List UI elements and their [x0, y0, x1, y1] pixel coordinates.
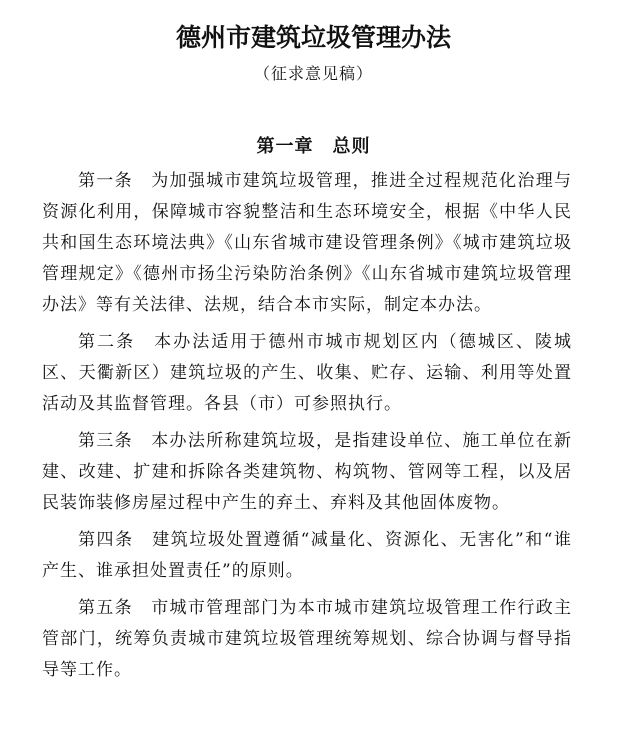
- article-5: 第五条 市城市管理部门为本市城市建筑垃圾管理工作行政主管部门，统筹负责城市建筑垃圾管理统筹规划、综合协调与督导指导等工作。: [42, 598, 572, 680]
- article-2: 第二条 本办法适用于德州市城市规划区内（德城区、陵城区、天衢新区）建筑垃圾的产生、收集、贮存、运输、利用等处置活动及其监督管理。各县（市）可参照执行。: [42, 332, 572, 414]
- document-body: [42, 166, 572, 692]
- document-title: 德州市建筑垃圾管理办法: [175, 23, 451, 52]
- chapter-heading: 第一章 总则: [256, 136, 371, 157]
- article-1: 第一条 为加强城市建筑垃圾管理，推进全过程规范化治理与资源化利用，保障城市容貌整洁和生态环境安全，根据《中华人民共和国生态环境法典》《山东省城市建设管理条例》《城市建筑垃圾管理规定》《德州市扬尘污染防治条例》《山东省城市建筑垃圾管理办法》等有关法律、法规，结合本市实际，制定本办法。: [42, 171, 572, 315]
- article-3: 第三条 本办法所称建筑垃圾，是指建设单位、施工单位在新建、改建、扩建和拆除各类建筑物、构筑物、管网等工程，以及居民装饰装修房屋过程中产生的弃土、弃料及其他固体废物。: [42, 431, 572, 513]
- article-4: 第四条 建筑垃圾处置遵循“减量化、资源化、无害化”和“谁产生、谁承担处置责任”的原则。: [42, 530, 572, 581]
- document-subtitle: （征求意见稿）: [253, 64, 373, 83]
